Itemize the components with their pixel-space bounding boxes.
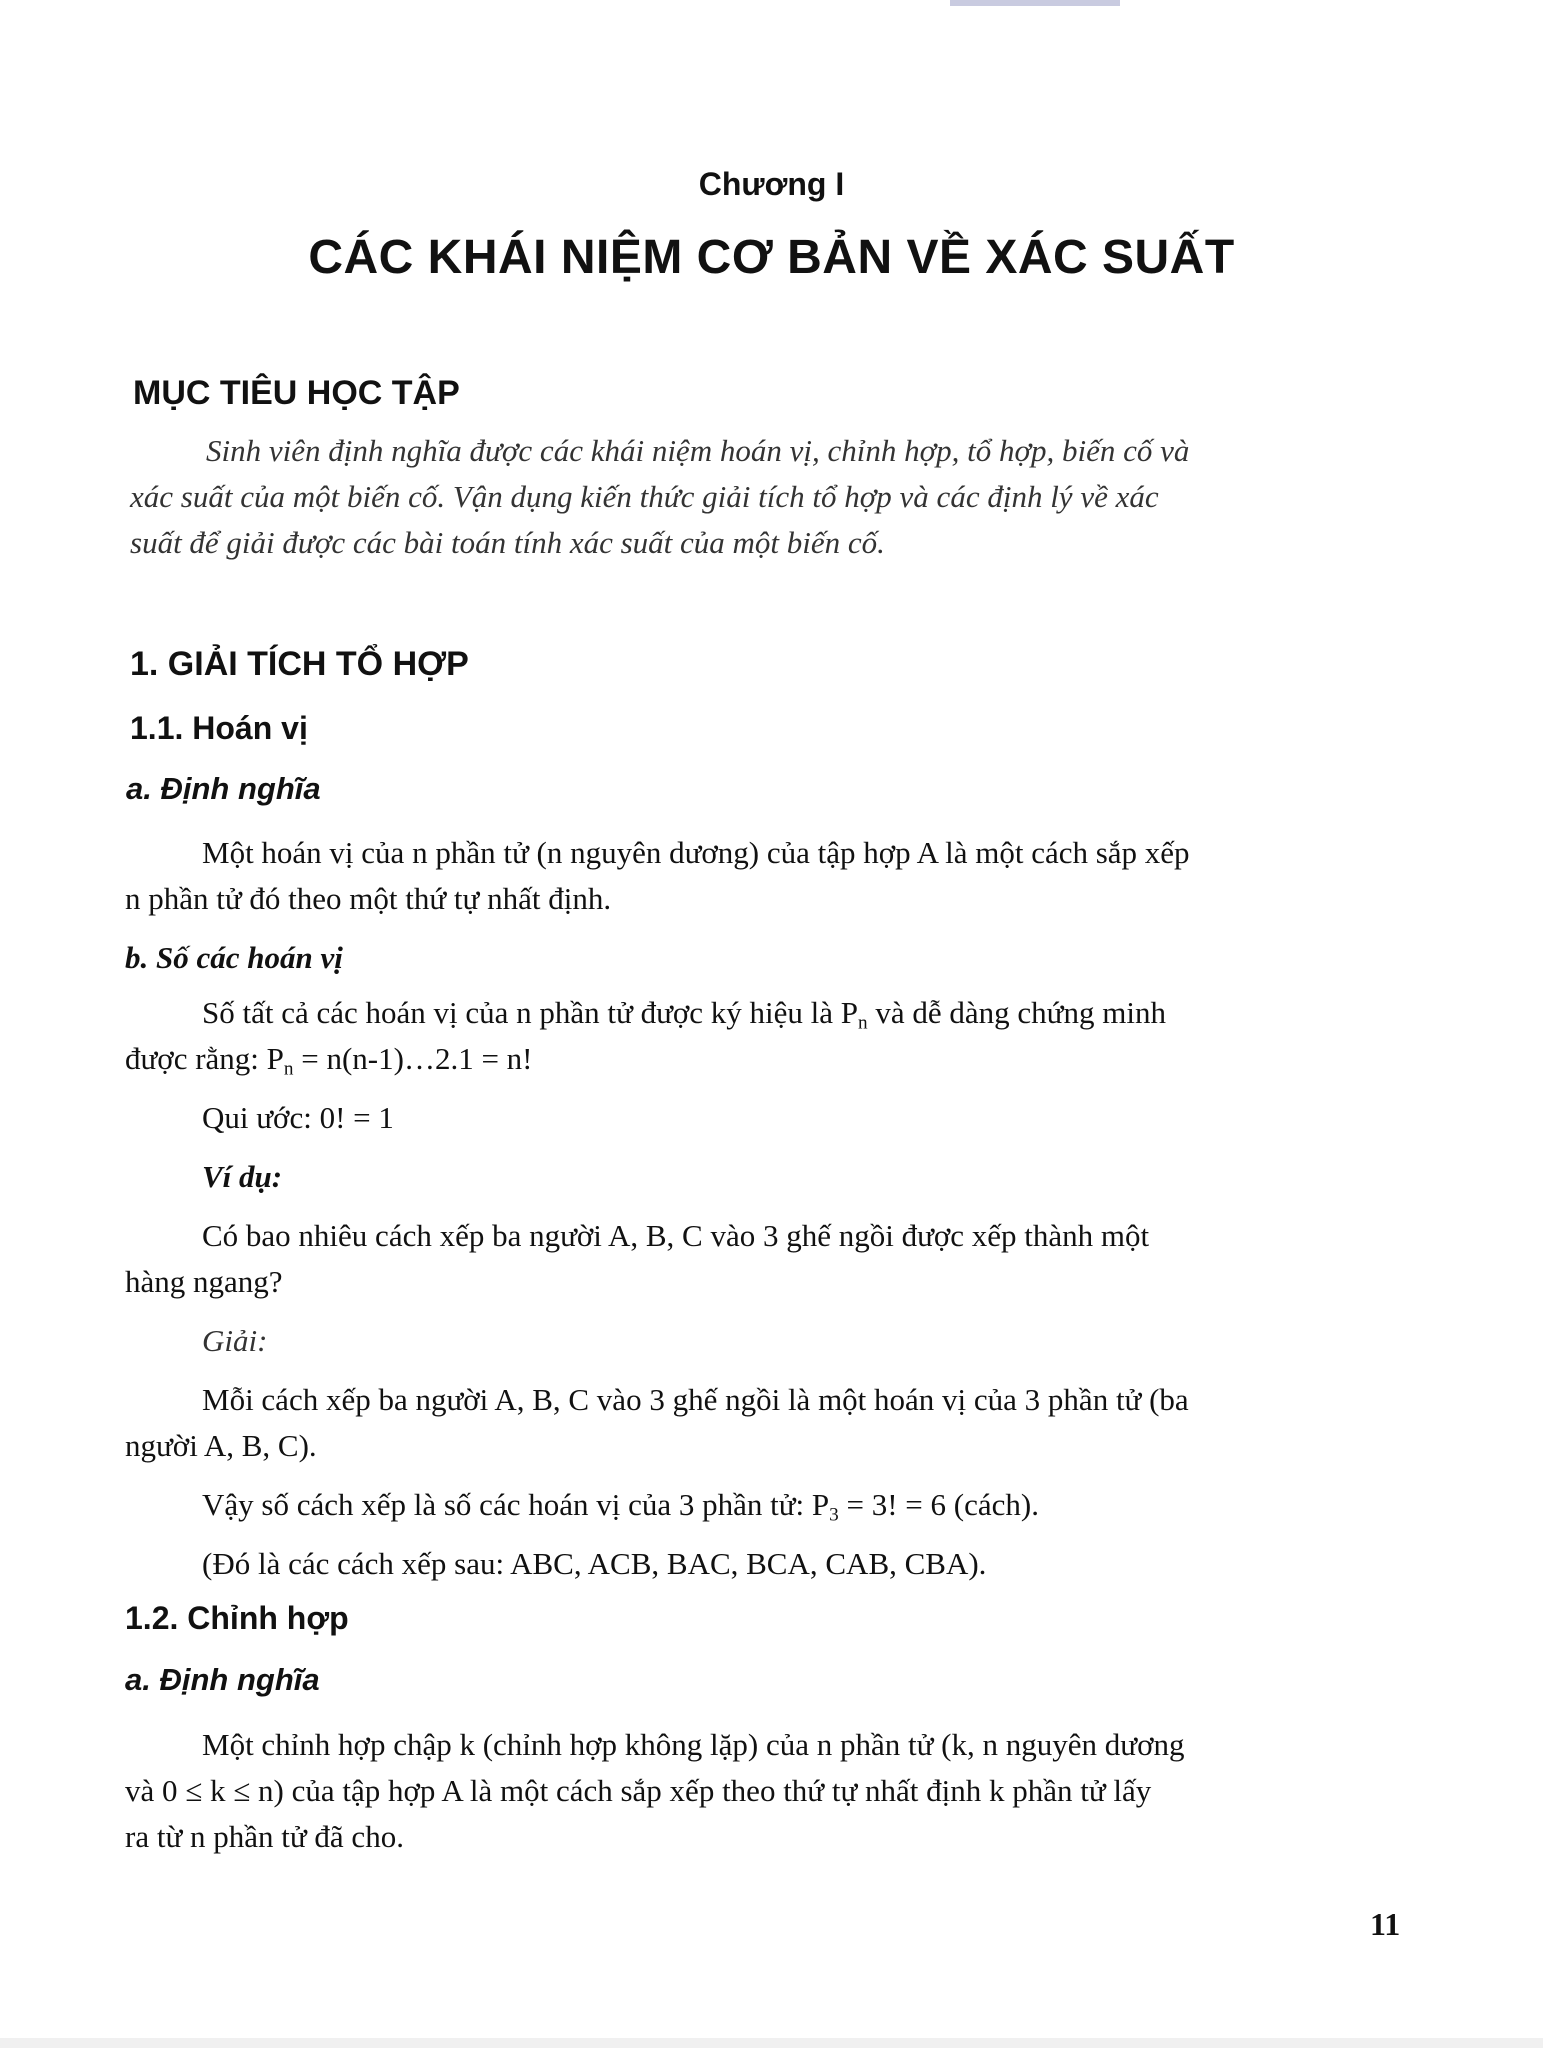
objectives-line: suất để giải được các bài toán tính xác suất của một biến cố. bbox=[130, 525, 885, 560]
paragraph-line bbox=[202, 990, 1166, 1036]
paragraph-line: và 0 ≤ k ≤ n) của tập hợp A là một cách sắp xếp theo thứ tự nhất định k phần tử lấy bbox=[125, 1773, 1152, 1808]
paragraph-line: Mỗi cách xếp ba người A, B, C vào 3 ghế ngồi là một hoán vị của 3 phần tử (ba bbox=[202, 1382, 1189, 1417]
paragraph-line: Một hoán vị của n phần tử (n nguyên dương) của tập hợp A là một cách sắp xếp bbox=[202, 835, 1190, 870]
definition-heading: a. Định nghĩa bbox=[125, 1662, 320, 1697]
objectives-line: xác suất của một biến cố. Vận dụng kiến thức giải tích tổ hợp và các định lý về xác bbox=[130, 479, 1159, 514]
text-span: và dễ dàng chứng minh bbox=[867, 995, 1166, 1030]
count-heading: b. Số các hoán vị bbox=[125, 940, 343, 975]
text-span: Vậy số cách xếp là số các hoán vị của 3 phần tử: P bbox=[202, 1487, 830, 1522]
paragraph-line: n phần tử đó theo một thứ tự nhất định. bbox=[125, 881, 612, 916]
paragraph-line: người A, B, C). bbox=[125, 1428, 317, 1463]
objectives-line: Sinh viên định nghĩa được các khái niệm hoán vị, chỉnh hợp, tổ hợp, biến cố và bbox=[206, 433, 1190, 468]
definition-heading: a. Định nghĩa bbox=[126, 771, 321, 806]
subscript: n bbox=[283, 1058, 294, 1080]
subscript: 3 bbox=[829, 1504, 839, 1526]
scan-edge bbox=[0, 2038, 1543, 2048]
paragraph-line: ra từ n phần tử đã cho. bbox=[125, 1819, 404, 1854]
text-span: = n(n-1)…2.1 = n! bbox=[293, 1041, 533, 1076]
page-number: 11 bbox=[1370, 1906, 1401, 1942]
subscript: n bbox=[858, 1012, 868, 1034]
subsection-heading: 1.2. Chỉnh hợp bbox=[125, 1600, 349, 1636]
text-span: được rằng: P bbox=[125, 1041, 284, 1076]
text-span: = 3! = 6 (cách). bbox=[838, 1487, 1039, 1522]
paragraph-line: Một chỉnh hợp chập k (chỉnh hợp không lặp) của n phần tử (k, n nguyên dương bbox=[202, 1727, 1185, 1762]
objectives-heading: MỤC TIÊU HỌC TẬP bbox=[133, 374, 460, 412]
objectives-text bbox=[130, 428, 1392, 566]
solution-label: Giải: bbox=[202, 1323, 268, 1358]
arrangements-line: (Đó là các cách xếp sau: ABC, ACB, BAC, BCA, CAB, CBA). bbox=[202, 1546, 987, 1581]
section-heading: 1. GIẢI TÍCH TỔ HỢP bbox=[130, 645, 469, 683]
convention-line: Qui ước: 0! = 1 bbox=[202, 1100, 394, 1135]
text-span: Số tất cả các hoán vị của n phần tử được ký hiệu là P bbox=[202, 995, 859, 1030]
subsection-heading: 1.1. Hoán vị bbox=[130, 710, 308, 746]
example-label: Ví dụ: bbox=[202, 1159, 283, 1194]
paragraph-line: Có bao nhiêu cách xếp ba người A, B, C vào 3 ghế ngồi được xếp thành một bbox=[202, 1218, 1150, 1253]
formula-line bbox=[125, 1036, 533, 1082]
result-line bbox=[202, 1482, 1039, 1528]
chapter-label: Chương I bbox=[698, 166, 845, 202]
paragraph-line: hàng ngang? bbox=[125, 1264, 283, 1299]
scan-artifact bbox=[950, 0, 1120, 6]
chapter-title: CÁC KHÁI NIỆM CƠ BẢN VỀ XÁC SUẤT bbox=[308, 231, 1235, 284]
